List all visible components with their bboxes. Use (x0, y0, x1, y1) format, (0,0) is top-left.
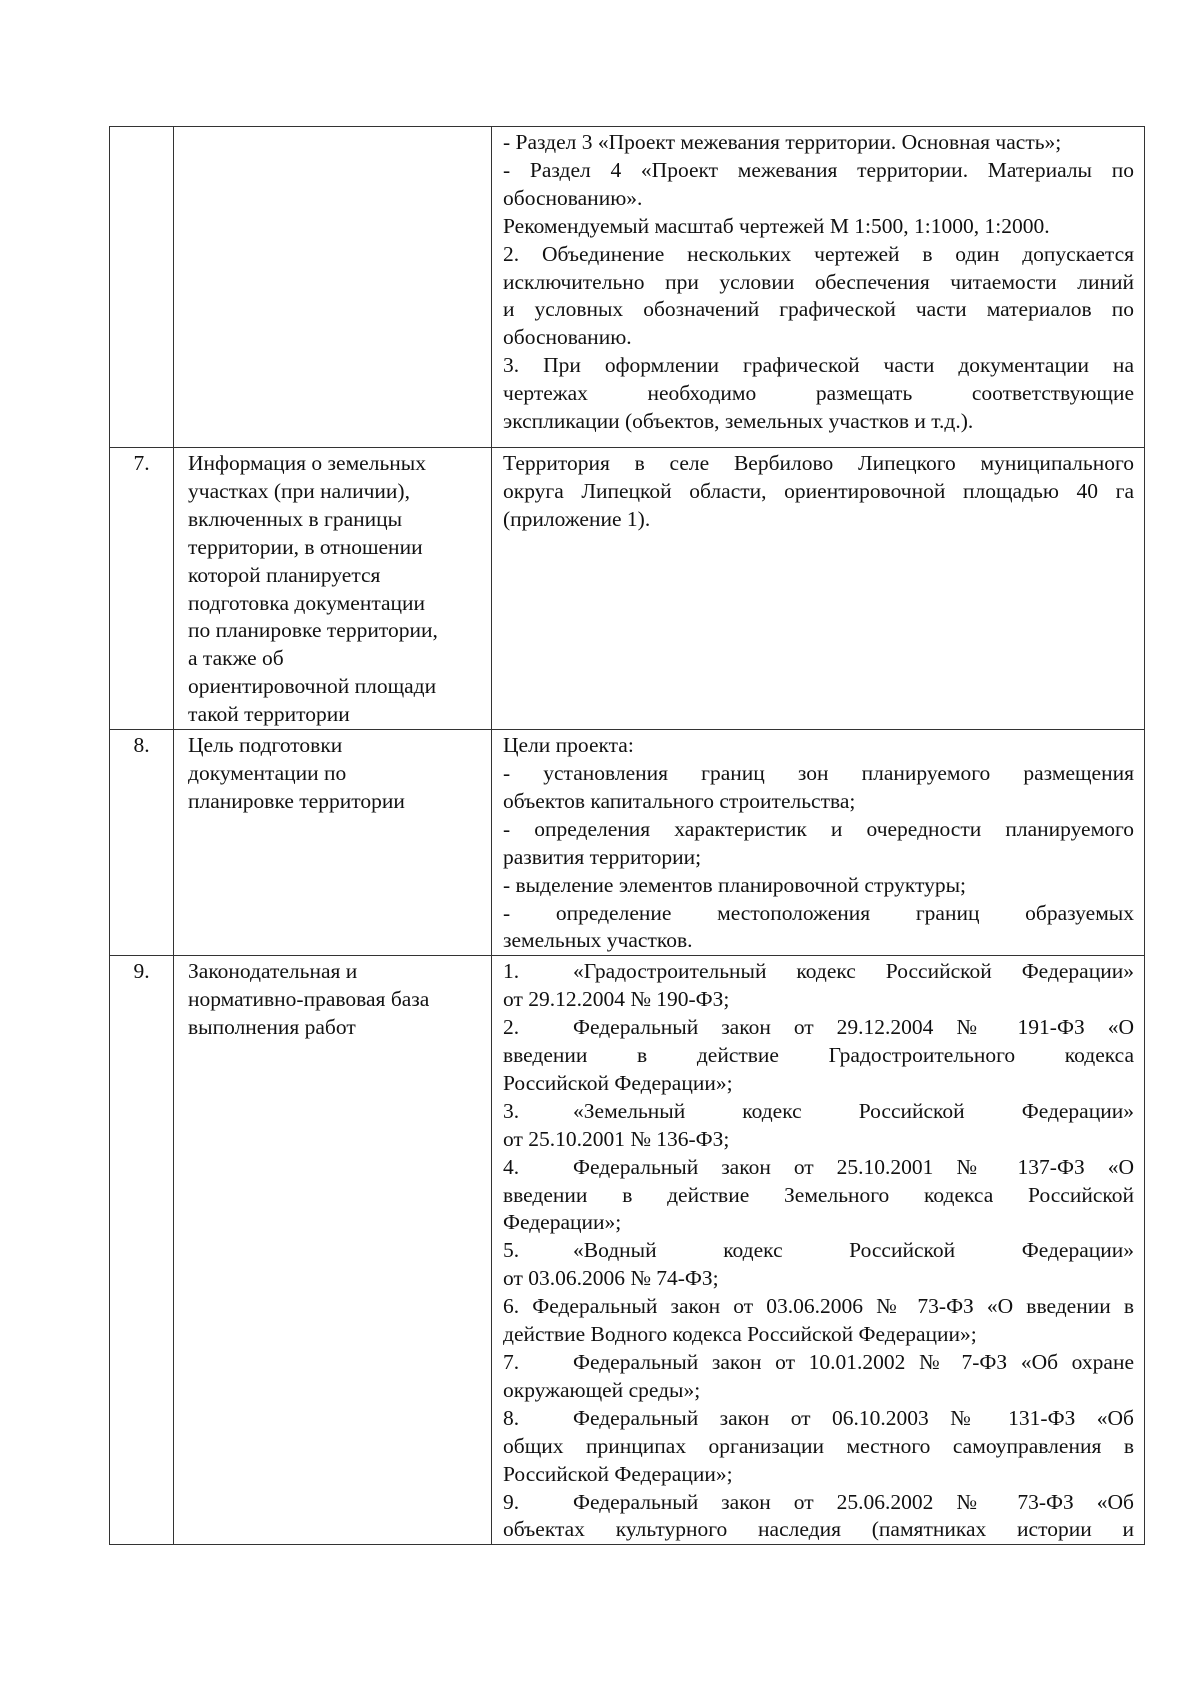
content-line: обоснованию. (503, 325, 632, 350)
list-item-number: 8. (503, 1405, 520, 1430)
content-line: Российской Федерации»; (503, 1070, 733, 1095)
content-line: объектов капитального строительства; (503, 788, 856, 813)
row-number-cell (110, 956, 174, 1545)
row-title-line: выполнения работ (188, 1015, 356, 1040)
row-title-line: нормативно-правовая база (188, 987, 430, 1012)
row-content-cell (492, 730, 1145, 956)
row-title-line: включенных в границы (188, 506, 403, 531)
content-line: (приложение 1). (503, 506, 651, 531)
list-item-number: 5. (503, 1238, 520, 1263)
row-title-line: Цель подготовки (188, 733, 343, 758)
table-row (110, 730, 1145, 956)
row-content-cell (492, 956, 1145, 1545)
row-title-line: планировке территории (188, 788, 405, 813)
numbered-list-line (503, 1098, 1134, 1126)
content-line: окружающей среды»; (503, 1377, 701, 1402)
table-row (110, 127, 1145, 448)
list-item-text: Федеральный закон от 10.01.2002 № 7-ФЗ «Об охране (573, 1350, 1134, 1374)
table-body (110, 127, 1145, 1545)
content-line: земельных участков. (503, 928, 693, 953)
numbered-list-line (503, 1237, 1134, 1265)
row-number: 8. (133, 733, 150, 758)
content-line: округа Липецкой области, ориентировочной площадью 40 га (503, 478, 1134, 503)
content-line: от 29.12.2004 № 190-ФЗ; (503, 987, 730, 1012)
content-line: объектах культурного наследия (памятниках истории и (503, 1517, 1134, 1542)
specification-table (109, 126, 1145, 1545)
content-line: исключительно при условии обеспечения читаемости линий (503, 269, 1134, 294)
numbered-list-line (503, 1489, 1134, 1517)
numbered-list-line (503, 1014, 1134, 1042)
numbered-list-line (503, 1154, 1134, 1182)
table-row (110, 956, 1145, 1545)
row-title-line: такой территории (188, 702, 350, 727)
list-item-number: 3. (503, 1098, 520, 1123)
content-line: от 25.10.2001 № 136-ФЗ; (503, 1126, 730, 1151)
content-line: действие Водного кодекса Российской Федерации»; (503, 1322, 977, 1347)
content-line: - выделение элементов планировочной структуры; (503, 872, 967, 897)
content-line: - определение местоположения границ образуемых (503, 900, 1134, 925)
list-item-text: Федеральный закон от 29.12.2004 № 191-ФЗ «О (573, 1015, 1134, 1040)
list-item-text: Федеральный закон от 06.10.2003 № 131-ФЗ «Об (573, 1405, 1134, 1430)
list-item-number: 7. (503, 1350, 520, 1374)
content-line: - определения характеристик и очередности планируемого (503, 816, 1134, 841)
row-number-cell (110, 448, 174, 730)
content-line: общих принципах организации местного самоуправления в (503, 1433, 1134, 1458)
content-line: экспликации (объектов, земельных участков и т.д.). (503, 409, 974, 434)
row-title-cell (174, 956, 492, 1545)
list-item-number: 2. (503, 1015, 520, 1040)
row-number: 7. (133, 451, 150, 475)
row-number-cell (110, 730, 174, 956)
row-title-cell (174, 127, 492, 448)
row-title-cell (174, 448, 492, 730)
list-item-number: 9. (503, 1489, 520, 1514)
content-line: введении в действие Градостроительного кодекса (503, 1043, 1134, 1068)
row-title-line: Законодательная и (188, 959, 358, 984)
content-line: 3. При оформлении графической части документации на (503, 353, 1134, 378)
content-line: чертежах необходимо размещать соответствующие (503, 381, 1134, 406)
row-title-cell (174, 730, 492, 956)
numbered-list-line (503, 1349, 1134, 1377)
row-title-line: которой планируется (188, 562, 381, 587)
list-item-text: «Водный кодекс Российской Федерации» (573, 1238, 1134, 1263)
numbered-list-line (503, 1405, 1134, 1433)
table-row (110, 448, 1145, 730)
content-line: и условных обозначений графической части материалов по (503, 297, 1134, 322)
content-line: Территория в селе Вербилово Липецкого муниципального (503, 451, 1134, 475)
row-title-line: Информация о земельных (188, 451, 426, 475)
content-line: - Раздел 4 «Проект межевания территории. Материалы по (503, 157, 1134, 182)
list-item-number: 4. (503, 1154, 520, 1179)
row-title-line: участках (при наличии), (188, 478, 410, 503)
row-content-cell (492, 448, 1145, 730)
content-line: развития территории; (503, 844, 702, 869)
content-line: Российской Федерации»; (503, 1461, 733, 1486)
content-line: - установления границ зон планируемого размещения (503, 760, 1134, 785)
list-item-number: 1. (503, 959, 520, 984)
row-title-line: по планировке территории, (188, 618, 438, 643)
content-line: Рекомендуемый масштаб чертежей М 1:500, 1:1000, 1:2000. (503, 213, 1050, 238)
list-item-text: Федеральный закон от 25.10.2001 № 137-ФЗ «О (573, 1154, 1134, 1179)
list-item-text: Федеральный закон от 25.06.2002 № 73-ФЗ «Об (573, 1489, 1134, 1514)
content-line: от 03.06.2006 № 74-ФЗ; (503, 1266, 719, 1291)
row-content-cell (492, 127, 1145, 448)
list-item-text: «Земельный кодекс Российской Федерации» (573, 1098, 1134, 1123)
content-line: обоснованию». (503, 185, 643, 210)
row-title-line: а также об (188, 646, 284, 671)
content-line: Цели проекта: (503, 733, 634, 758)
row-title-line: территории, в отношении (188, 534, 423, 559)
list-item-text: «Градостроительный кодекс Российской Федерации» (573, 959, 1134, 984)
row-number-cell (110, 127, 174, 448)
content-line: 2. Объединение нескольких чертежей в один допускается (503, 241, 1134, 266)
row-title-line: ориентировочной площади (188, 674, 437, 699)
content-line: 6. Федеральный закон от 03.06.2006 № 73-ФЗ «О введении в (503, 1294, 1134, 1319)
content-line: - Раздел 3 «Проект межевания территории. Основная часть»; (503, 130, 1062, 154)
content-line: Федерации»; (503, 1210, 622, 1235)
row-title-line: подготовка документации (188, 590, 426, 615)
content-line: введении в действие Земельного кодекса Российской (503, 1182, 1134, 1207)
row-title-line: документации по (188, 760, 347, 785)
numbered-list-line (503, 958, 1134, 986)
row-number: 9. (133, 959, 150, 984)
